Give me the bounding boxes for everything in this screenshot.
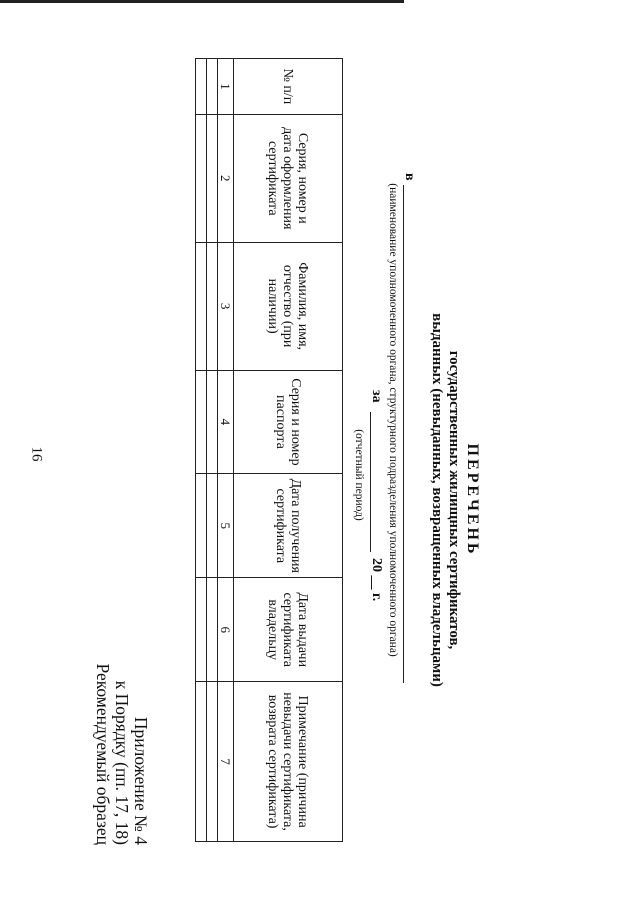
- table-cell: [207, 59, 218, 115]
- header-cell: Примечание (причина невыдачи сертификата, возврата сертификата): [234, 682, 343, 842]
- table-cell: [207, 578, 218, 682]
- organization-prefix: в: [402, 173, 417, 181]
- header-cell: Серия, номер и дата оформления сертификата: [234, 114, 343, 242]
- column-number-cell: 7: [218, 682, 234, 842]
- column-number-cell: 2: [218, 114, 234, 242]
- organization-blank-line: [403, 185, 404, 683]
- header-cell: Фамилия, имя, отчество (при наличии): [234, 242, 343, 370]
- table-cell: [207, 682, 218, 842]
- table-cell: [196, 242, 207, 370]
- appendix-line-2: к Порядку (пп. 17, 18): [112, 680, 132, 845]
- table-cell: [196, 682, 207, 842]
- table-row: [196, 59, 207, 842]
- table-cell: [207, 242, 218, 370]
- period-caption: (отчетный период): [353, 429, 365, 521]
- table-cell: [207, 114, 218, 242]
- organization-caption: (наименование уполномоченного органа, структурного подразделения уполномоченного органа): [387, 183, 399, 657]
- table-header-row: [234, 59, 343, 842]
- table-row: [207, 59, 218, 842]
- organization-field: [399, 173, 419, 683]
- table-cell: [196, 114, 207, 242]
- document-subtitle-1: государственных жилищных сертификатов,: [446, 350, 462, 650]
- header-cell: Серия и номер паспорта: [234, 370, 343, 474]
- column-number-cell: 5: [218, 474, 234, 578]
- header-cell: Дата выдачи сертификата владельцу: [234, 578, 343, 682]
- table-cell: [196, 59, 207, 115]
- page-number: 16: [28, 446, 45, 462]
- certificates-table: [195, 58, 343, 842]
- appendix-line-3: Рекомендуемый образец: [93, 663, 113, 845]
- document-subtitle-2: выданных (невыданных, возвращенных владельцами): [429, 313, 445, 687]
- period-blank-line: [370, 412, 371, 552]
- table-cell: [207, 370, 218, 474]
- column-number-cell: 6: [218, 578, 234, 682]
- header-cell: Дата получения сертификата: [234, 474, 343, 578]
- column-number-cell: 1: [218, 59, 234, 115]
- table-cell: [196, 370, 207, 474]
- column-number-row: [218, 59, 234, 842]
- period-year: 20 __ г.: [369, 558, 384, 602]
- column-number-cell: 3: [218, 242, 234, 370]
- table-cell: [207, 474, 218, 578]
- period-prefix: за: [369, 390, 384, 403]
- appendix-line-1: Приложение № 4: [131, 716, 151, 845]
- header-cell: № п/п: [234, 59, 343, 115]
- table-cell: [196, 474, 207, 578]
- column-number-cell: 4: [218, 370, 234, 474]
- document-title: ПЕРЕЧЕНЬ: [464, 443, 481, 557]
- title-block: [428, 190, 482, 810]
- table-cell: [196, 578, 207, 682]
- appendix-note: [93, 664, 150, 846]
- period-field: [366, 390, 386, 690]
